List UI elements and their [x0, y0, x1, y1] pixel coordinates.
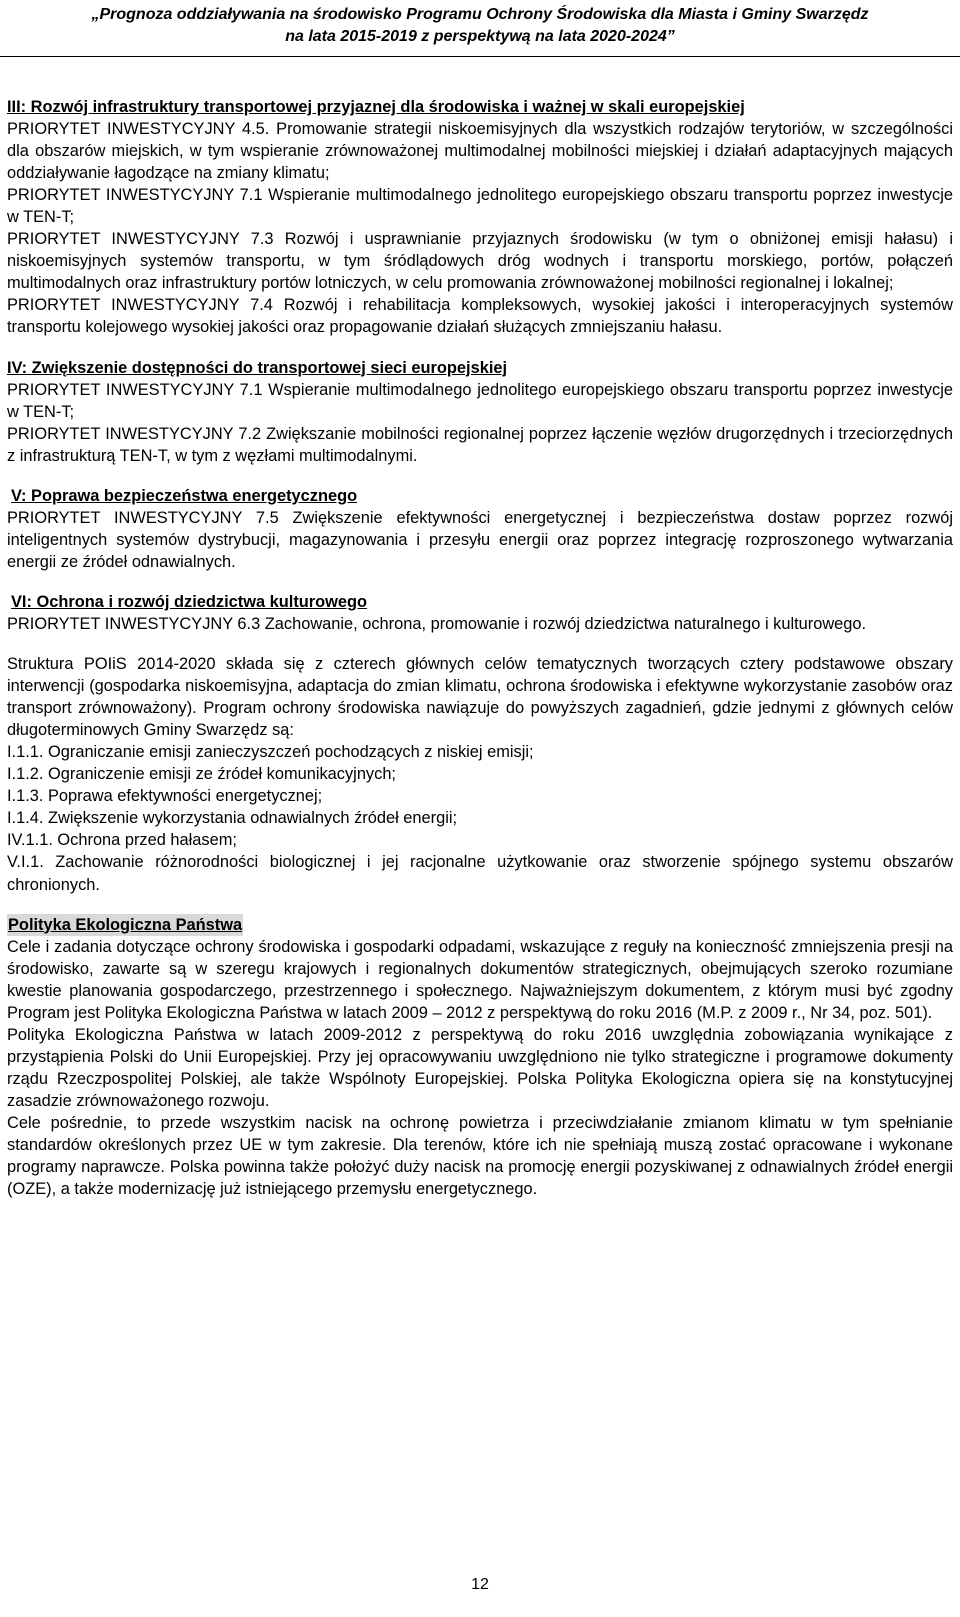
priority-paragraph: PRIORYTET INWESTYCYJNY 6.3 Zachowanie, ochrona, promowanie i rozwój dziedzictwa naturalnego i kulturowego. [7, 614, 867, 633]
header-rule [0, 56, 960, 57]
list-item: I.1.4. Zwiększenie wykorzystania odnawialnych źródeł energii; [7, 809, 458, 828]
priority-paragraph: PRIORYTET INWESTYCYJNY 7.2 Zwiększanie mobilności regionalnej poprzez łączenie węzłów drugorzędnych i trzeciorzędnych z infrastrukturą TEN-T, w tym z węzłami multimodalnymi. [7, 424, 953, 465]
pep-title: Polityka Ekologiczna Państwa [7, 914, 243, 936]
list-item: I.1.3. Poprawa efektywności energetycznej; [7, 787, 323, 806]
list-item: IV.1.1. Ochrona przed hałasem; [7, 831, 237, 850]
priority-paragraph: PRIORYTET INWESTYCYJNY 7.5 Zwiększenie efektywności energetycznej i bezpieczeństwa dostaw poprzez rozwój inteligentnych systemów dystrybucji, magazynowania i przesyłu energii oraz poprzez integrację rozproszonego wytwarzania energii ze źródeł odnawialnych. [7, 508, 953, 571]
priority-paragraph: PRIORYTET INWESTYCYJNY 7.3 Rozwój i usprawnianie przyjaznych środowisku (w tym o obniżonej emisji hałasu) i niskoemisyjnych systemów transportu, w tym śródlądowych dróg wodnych i transportu morskiego, portów, połączeń multimodalnych oraz infrastruktury portów lotniczych, w celu promowania zrównoważonej mobilności regionalnej i lokalnej; [7, 230, 953, 293]
pep-paragraph: Cele i zadania dotyczące ochrony środowiska i gospodarki odpadami, wskazujące z reguły na konieczność zmniejszenia presji na środowisko, zawarte są w szeregu krajowych i regionalnych dokumentów strategicznych, obejmujących szeroko rozumiane kwestie planowania gospodarczego, przestrzennego i społecznego. Najważniejszym dokumentem, z którym musi być zgodny Program jest Polityka Ekologiczna Państwa w latach 2009 – 2012 z perspektywą do roku 2016 (M.P. z 2009 r., Nr 34, poz. 501). [7, 937, 953, 1022]
priority-paragraph: PRIORYTET INWESTYCYJNY 4.5. Promowanie strategii niskoemisyjnych dla wszystkich rodzajów terytoriów, w szczególności dla obszarów miejskich, w tym wspieranie zrównoważonej multimodalnej mobilności miejskiej i działań adaptacyjnych mających oddziaływanie łagodzące na zmiany klimatu; [7, 120, 953, 183]
page-number: 12 [471, 1576, 489, 1593]
document-body [7, 96, 953, 1200]
section-iii [7, 96, 953, 339]
list-item: I.1.1. Ograniczanie emisji zanieczyszczeń pochodzących z niskiej emisji; [7, 743, 534, 762]
section-vi [7, 591, 953, 635]
section-heading: III: Rozwój infrastruktury transportowej przyjaznej dla środowiska i ważnej w skali europejskiej [7, 98, 745, 116]
pep-section [7, 896, 953, 1201]
priority-paragraph: PRIORYTET INWESTYCYJNY 7.4 Rozwój i rehabilitacja kompleksowych, wysokiej jakości i interoperacyjnych systemów transportu kolejowego wysokiej jakości oraz propagowanie działań służących zmniejszaniu hałasu. [7, 296, 953, 337]
pep-paragraph: Cele pośrednie, to przede wszystkim nacisk na ochronę powietrza i przeciwdziałanie zmianom klimatu w tym spełnianie standardów określonych przez UE w tym zakresie. Dla terenów, które ich nie spełniają muszą zostać opracowane i wykonane programy naprawcze. Polska powinna także położyć duży nacisk na promocję energii pozyskiwanej z odnawialnych źródeł energii (OZE), a także modernizację już istniejącego przemysłu energetycznego. [7, 1113, 953, 1199]
section-heading: V: Poprawa bezpieczeństwa energetycznego [11, 486, 358, 505]
priority-paragraph: PRIORYTET INWESTYCYJNY 7.1 Wspieranie multimodalnego jednolitego europejskiego obszaru transportu poprzez inwestycje w TEN-T; [7, 186, 953, 227]
section-heading: VI: Ochrona i rozwój dziedzictwa kulturowego [11, 592, 368, 611]
goals-list [7, 741, 953, 895]
pep-paragraph: Polityka Ekologiczna Państwa w latach 2009-2012 z perspektywą do roku 2016 uwzględnia zobowiązania wynikające z przystąpienia Polski do Unii Europejskiej. Przy jej opracowywaniu uwzględniono nie tylko strategiczne i programowe dokumenty rządu Rzeczpospolitej Polskiej, ale także Wspólnoty Europejskiej. Polska Polityka Ekologiczna opiera się na konstytucyjnej zasadzie zrównoważonego rozwoju. [7, 1025, 953, 1110]
section-iv [7, 357, 953, 467]
header-line-2: na lata 2015-2019 z perspektywą na lata 2020-2024” [285, 28, 675, 45]
priority-paragraph: PRIORYTET INWESTYCYJNY 7.1 Wspieranie multimodalnego jednolitego europejskiego obszaru transportu poprzez inwestycje w TEN-T; [7, 380, 953, 421]
section-heading: IV: Zwiększenie dostępności do transportowej sieci europejskiej [7, 358, 508, 377]
header-line-1: „Prognoza oddziaływania na środowisko Programu Ochrony Środowiska dla Miasta i Gminy Swarzędz [91, 6, 869, 23]
structure-intro: Struktura POIiS 2014-2020 składa się z czterech głównych celów tematycznych tworzących cztery podstawowe obszary interwencji (gospodarka niskoemisyjna, adaptacja do zmian klimatu, ochrona środowiska i efektywne wykorzystanie zasobów oraz transport zrównoważony). Program ochrony środowiska nawiązuje do powyższych zagadnień, gdzie jednymi z głównych celów długoterminowych Gminy Swarzędz są: [7, 655, 953, 740]
list-item: I.1.2. Ograniczenie emisji ze źródeł komunikacyjnych; [7, 765, 396, 784]
page-header [0, 4, 960, 48]
list-item: V.I.1. Zachowanie różnorodności biologicznej i jej racjonalne użytkowanie oraz stworzenie spójnego systemu obszarów chronionych. [7, 853, 953, 894]
section-v [7, 485, 953, 573]
